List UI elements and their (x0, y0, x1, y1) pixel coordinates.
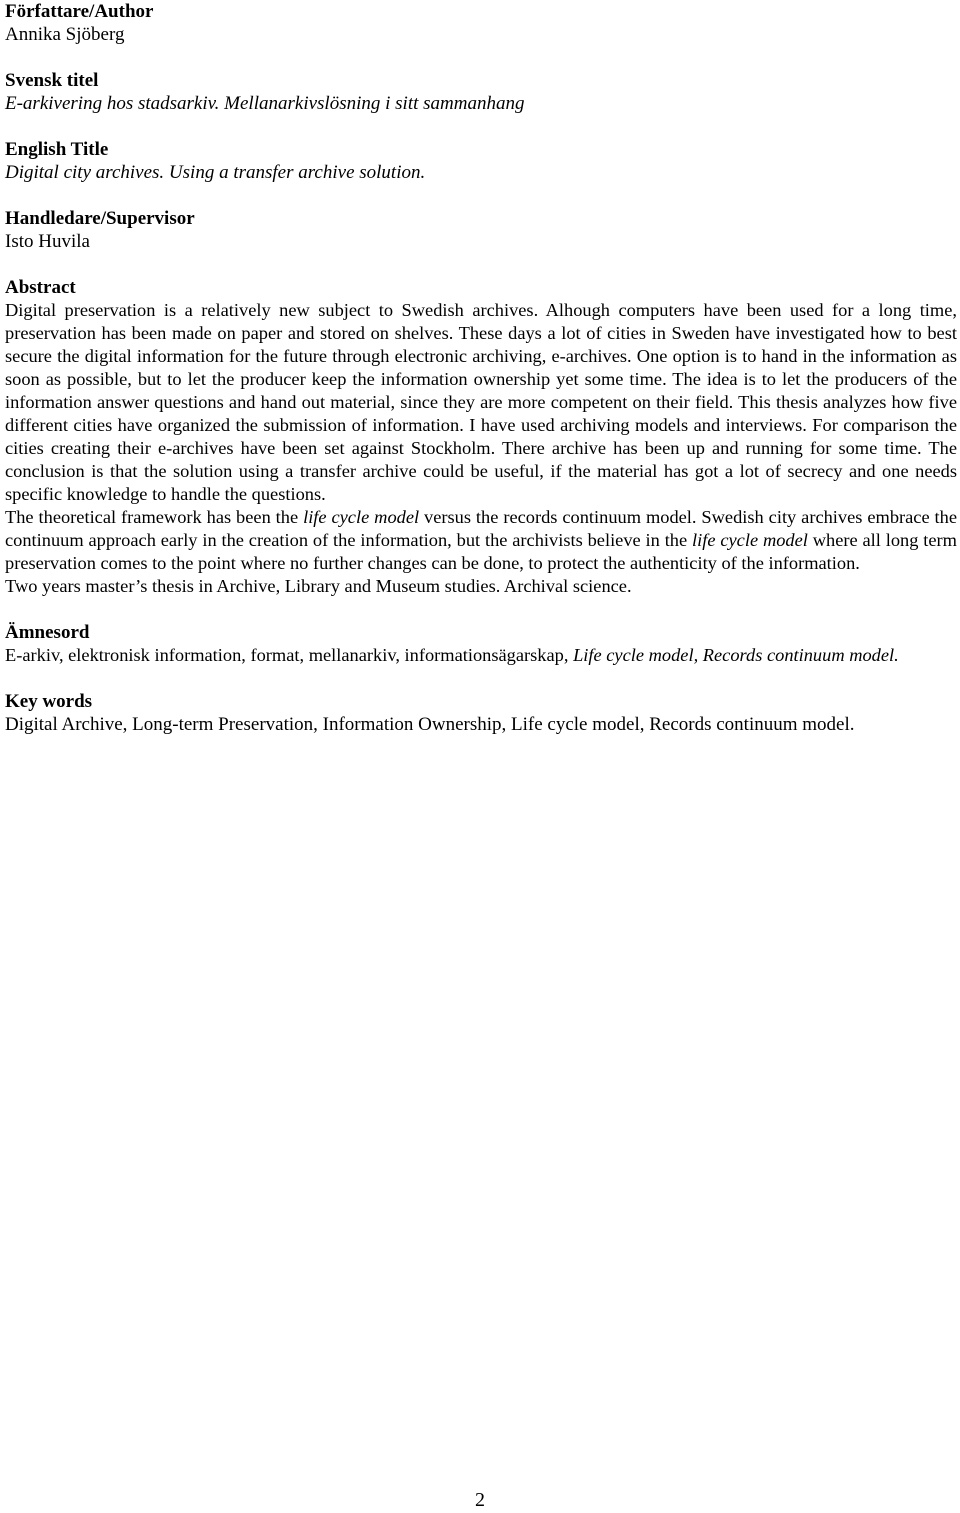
amnesord-life-cycle-model: Life cycle model (573, 645, 694, 665)
amnesord-separator: , (693, 645, 703, 665)
document-page (5, 0, 957, 759)
abstract-paragraph-3: Two years master’s thesis in Archive, Library and Museum studies. Archival science. (5, 576, 632, 596)
abstract-paragraph-2 (5, 506, 957, 575)
abstract-p2-life-cycle-model-1: life cycle model (303, 507, 420, 527)
english-title-heading: English Title (5, 139, 109, 160)
abstract-p2-text-a: The theoretical framework has been the (5, 507, 304, 527)
keywords-value: Digital Archive, Long-term Preservation, Information Ownership, Life cycle model, Records continuum model. (5, 714, 855, 735)
author-name: Annika Sjöberg (5, 24, 125, 45)
amnesord-value (5, 644, 957, 667)
abstract-section (5, 276, 957, 598)
amnesord-plain: E-arkiv, elektronisk information, format, mellanarkiv, informationsägarskap, (5, 645, 574, 665)
page-number: 2 (475, 1489, 485, 1511)
amnesord-section (5, 621, 957, 667)
abstract-p2-text-e: where all long term preservation comes to the point where no further changes can be done, to protect the authenticity of the information. (5, 530, 957, 573)
supervisor-name: Isto Huvila (5, 231, 90, 252)
amnesord-heading: Ämnesord (5, 622, 90, 643)
keywords-heading: Key words (5, 691, 93, 712)
amnesord-records-continuum-model: Records continuum model. (702, 645, 899, 665)
swedish-title-value: E-arkivering hos stadsarkiv. Mellanarkivslösning i sitt sammanhang (5, 93, 525, 114)
abstract-body (5, 299, 957, 598)
swedish-title-heading: Svensk titel (5, 70, 99, 91)
supervisor-section (5, 207, 957, 253)
abstract-p2-life-cycle-model-2: life cycle model (692, 530, 808, 550)
abstract-paragraph-1: Digital preservation is a relatively new subject to Swedish archives. Alhough computers have been used for a long time, preservation has been made on paper and stored on shelves. These days a lot of cities in Sweden have investigated how to best secure the digital information for the future through electronic archiving, e-archives. One option is to hand in the information as soon as possible, but to let the producer keep the information ownership yet some time. The idea is to let the producers of the information answer questions and hand out material, since they are more competent on their field. This thesis analyzes how five different cities have organized the submission of information. I have used archiving models and interviews. For comparison the cities creating their e-archives have been set against Stockholm. There archive has been up and running for some time. The conclusion is that the solution using a transfer archive could be useful, if the material has got a lot of secrecy and one needs specific knowledge to handle the questions. (5, 300, 957, 504)
author-section (5, 0, 957, 46)
supervisor-heading: Handledare/Supervisor (5, 208, 195, 229)
keywords-section (5, 690, 957, 736)
abstract-heading: Abstract (5, 277, 76, 298)
abstract-p2-text-c: versus the records continuum model. Swedish city archives embrace the continuum approach early in the creation of the information, but the archivists believe in the (5, 507, 958, 550)
english-title-section (5, 138, 957, 184)
english-title-value: Digital city archives. Using a transfer archive solution. (5, 162, 426, 183)
swedish-title-section (5, 69, 957, 115)
author-heading: Författare/Author (5, 1, 154, 22)
